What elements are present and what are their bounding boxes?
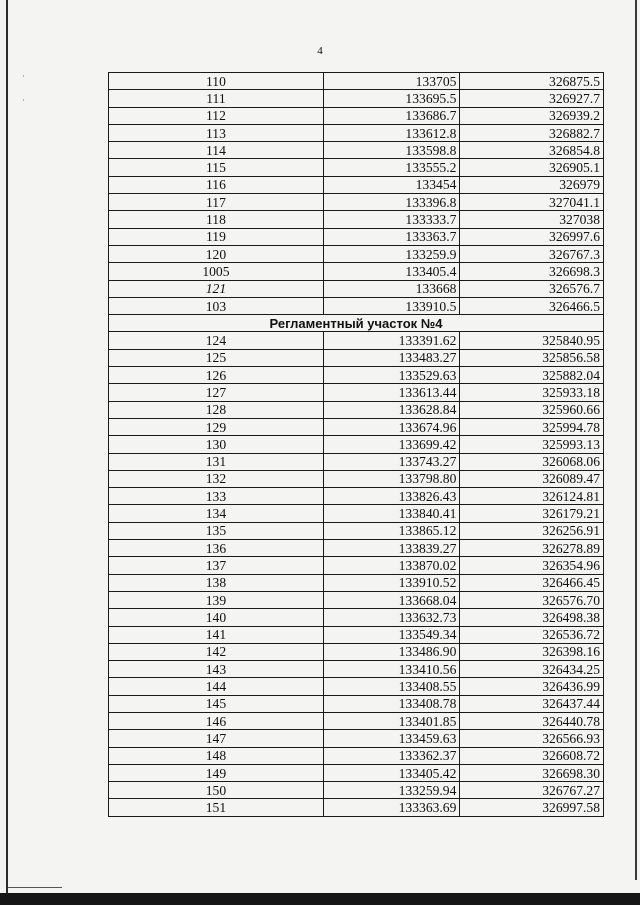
x-coordinate-cell: 133743.27 (323, 453, 460, 470)
x-coordinate-cell: 133396.8 (323, 194, 460, 211)
table-row (109, 228, 604, 245)
point-number-cell: 151 (109, 799, 324, 816)
x-coordinate-cell: 133686.7 (323, 107, 460, 124)
point-number-cell: 145 (109, 695, 324, 712)
point-number-cell: 116 (109, 176, 324, 193)
point-number-cell: 134 (109, 505, 324, 522)
x-coordinate-cell: 133555.2 (323, 159, 460, 176)
table-row (109, 263, 604, 280)
y-coordinate-cell: 326576.70 (460, 591, 604, 608)
table-row (109, 764, 604, 781)
table-row (109, 747, 604, 764)
y-coordinate-cell: 326875.5 (460, 73, 604, 90)
table-row (109, 418, 604, 435)
point-number-cell: 125 (109, 349, 324, 366)
x-coordinate-cell: 133259.9 (323, 245, 460, 262)
y-coordinate-cell: 326698.3 (460, 263, 604, 280)
section-header-body (109, 315, 604, 332)
point-number-cell: 103 (109, 297, 324, 314)
point-number-cell: 113 (109, 124, 324, 141)
point-number-cell: 124 (109, 332, 324, 349)
point-number-cell: 138 (109, 574, 324, 591)
y-coordinate-cell: 325840.95 (460, 332, 604, 349)
x-coordinate-cell: 133668 (323, 280, 460, 297)
table-row (109, 280, 604, 297)
point-number-cell: 130 (109, 436, 324, 453)
x-coordinate-cell: 133333.7 (323, 211, 460, 228)
point-number-cell: 132 (109, 470, 324, 487)
x-coordinate-cell: 133798.80 (323, 470, 460, 487)
table-row (109, 609, 604, 626)
rows-before-section (109, 73, 604, 315)
point-number-cell: 115 (109, 159, 324, 176)
coordinates-table (108, 72, 604, 817)
table-row (109, 73, 604, 90)
point-number-cell: 142 (109, 643, 324, 660)
x-coordinate-cell: 133362.37 (323, 747, 460, 764)
point-number-cell: 137 (109, 557, 324, 574)
margin-marks: · · (22, 71, 25, 105)
x-coordinate-cell: 133598.8 (323, 142, 460, 159)
table-row (109, 176, 604, 193)
x-coordinate-cell: 133259.94 (323, 782, 460, 799)
point-number-cell: 129 (109, 418, 324, 435)
y-coordinate-cell: 326566.93 (460, 730, 604, 747)
table-row (109, 557, 604, 574)
y-coordinate-cell: 325933.18 (460, 384, 604, 401)
x-coordinate-cell: 133695.5 (323, 90, 460, 107)
y-coordinate-cell: 326939.2 (460, 107, 604, 124)
x-coordinate-cell: 133408.78 (323, 695, 460, 712)
x-coordinate-cell: 133870.02 (323, 557, 460, 574)
x-coordinate-cell: 133529.63 (323, 367, 460, 384)
x-coordinate-cell: 133910.52 (323, 574, 460, 591)
point-number-cell: 1005 (109, 263, 324, 280)
y-coordinate-cell: 326767.3 (460, 245, 604, 262)
table-row (109, 488, 604, 505)
x-coordinate-cell: 133826.43 (323, 488, 460, 505)
scan-margin-line (8, 887, 62, 888)
x-coordinate-cell: 133910.5 (323, 297, 460, 314)
table-row (109, 626, 604, 643)
point-number-cell: 141 (109, 626, 324, 643)
table-row (109, 643, 604, 660)
point-number-cell: 119 (109, 228, 324, 245)
table-row (109, 90, 604, 107)
y-coordinate-cell: 325994.78 (460, 418, 604, 435)
table-row (109, 107, 604, 124)
table-row (109, 401, 604, 418)
rows-after-section (109, 332, 604, 816)
y-coordinate-cell: 326179.21 (460, 505, 604, 522)
x-coordinate-cell: 133401.85 (323, 712, 460, 729)
table-row (109, 332, 604, 349)
table-row (109, 453, 604, 470)
x-coordinate-cell: 133612.8 (323, 124, 460, 141)
y-coordinate-cell: 326437.44 (460, 695, 604, 712)
section-header-row (109, 315, 604, 332)
table-row (109, 522, 604, 539)
y-coordinate-cell: 326608.72 (460, 747, 604, 764)
x-coordinate-cell: 133668.04 (323, 591, 460, 608)
y-coordinate-cell: 326536.72 (460, 626, 604, 643)
table-row (109, 470, 604, 487)
point-number-cell: 128 (109, 401, 324, 418)
y-coordinate-cell: 326466.5 (460, 297, 604, 314)
y-coordinate-cell: 326354.96 (460, 557, 604, 574)
y-coordinate-cell: 326767.27 (460, 782, 604, 799)
x-coordinate-cell: 133405.42 (323, 764, 460, 781)
x-coordinate-cell: 133632.73 (323, 609, 460, 626)
y-coordinate-cell: 326089.47 (460, 470, 604, 487)
point-number-cell: 131 (109, 453, 324, 470)
table-row (109, 540, 604, 557)
x-coordinate-cell: 133410.56 (323, 661, 460, 678)
y-coordinate-cell: 326882.7 (460, 124, 604, 141)
x-coordinate-cell: 133865.12 (323, 522, 460, 539)
table-row (109, 591, 604, 608)
point-number-cell: 140 (109, 609, 324, 626)
table-row (109, 799, 604, 816)
y-coordinate-cell: 326278.89 (460, 540, 604, 557)
table-row (109, 159, 604, 176)
point-number-cell: 126 (109, 367, 324, 384)
y-coordinate-cell: 326698.30 (460, 764, 604, 781)
point-number-cell: 143 (109, 661, 324, 678)
y-coordinate-cell: 325993.13 (460, 436, 604, 453)
y-coordinate-cell: 326068.06 (460, 453, 604, 470)
table-row (109, 678, 604, 695)
table-row (109, 730, 604, 747)
y-coordinate-cell: 325882.04 (460, 367, 604, 384)
x-coordinate-cell: 133613.44 (323, 384, 460, 401)
table-row (109, 297, 604, 314)
y-coordinate-cell: 326398.16 (460, 643, 604, 660)
y-coordinate-cell: 326997.58 (460, 799, 604, 816)
y-coordinate-cell: 326124.81 (460, 488, 604, 505)
point-number-cell: 127 (109, 384, 324, 401)
x-coordinate-cell: 133549.34 (323, 626, 460, 643)
y-coordinate-cell: 326436.99 (460, 678, 604, 695)
y-coordinate-cell: 327038 (460, 211, 604, 228)
table-row (109, 349, 604, 366)
x-coordinate-cell: 133454 (323, 176, 460, 193)
section-heading: Регламентный участок №4 (109, 315, 604, 332)
x-coordinate-cell: 133391.62 (323, 332, 460, 349)
point-number-cell: 112 (109, 107, 324, 124)
x-coordinate-cell: 133363.69 (323, 799, 460, 816)
point-number-cell: 148 (109, 747, 324, 764)
table-row (109, 695, 604, 712)
table-row (109, 124, 604, 141)
point-number-cell: 150 (109, 782, 324, 799)
table-row (109, 505, 604, 522)
x-coordinate-cell: 133459.63 (323, 730, 460, 747)
page-number: 4 (317, 45, 323, 57)
y-coordinate-cell: 326434.25 (460, 661, 604, 678)
table-row (109, 367, 604, 384)
point-number-cell: 118 (109, 211, 324, 228)
table-row (109, 436, 604, 453)
table-row (109, 142, 604, 159)
point-number-cell: 146 (109, 712, 324, 729)
table-row (109, 712, 604, 729)
table-row (109, 245, 604, 262)
y-coordinate-cell: 326905.1 (460, 159, 604, 176)
x-coordinate-cell: 133840.41 (323, 505, 460, 522)
y-coordinate-cell: 326498.38 (460, 609, 604, 626)
y-coordinate-cell: 325856.58 (460, 349, 604, 366)
point-number-cell: 120 (109, 245, 324, 262)
x-coordinate-cell: 133486.90 (323, 643, 460, 660)
point-number-cell: 133 (109, 488, 324, 505)
y-coordinate-cell: 326927.7 (460, 90, 604, 107)
table-row (109, 211, 604, 228)
y-coordinate-cell: 326854.8 (460, 142, 604, 159)
point-number-cell: 117 (109, 194, 324, 211)
point-number-cell: 139 (109, 591, 324, 608)
scan-left-edge (6, 0, 8, 905)
point-number-cell: 111 (109, 90, 324, 107)
table-row (109, 574, 604, 591)
x-coordinate-cell: 133405.4 (323, 263, 460, 280)
point-number-cell: 121 (109, 280, 324, 297)
table-row (109, 661, 604, 678)
point-number-cell: 149 (109, 764, 324, 781)
table-row (109, 384, 604, 401)
y-coordinate-cell: 326466.45 (460, 574, 604, 591)
table-row (109, 782, 604, 799)
y-coordinate-cell: 326440.78 (460, 712, 604, 729)
x-coordinate-cell: 133408.55 (323, 678, 460, 695)
point-number-cell: 144 (109, 678, 324, 695)
y-coordinate-cell: 326256.91 (460, 522, 604, 539)
x-coordinate-cell: 133839.27 (323, 540, 460, 557)
y-coordinate-cell: 326576.7 (460, 280, 604, 297)
y-coordinate-cell: 326997.6 (460, 228, 604, 245)
x-coordinate-cell: 133705 (323, 73, 460, 90)
point-number-cell: 147 (109, 730, 324, 747)
y-coordinate-cell: 327041.1 (460, 194, 604, 211)
x-coordinate-cell: 133699.42 (323, 436, 460, 453)
scan-bottom-edge (0, 893, 640, 905)
point-number-cell: 135 (109, 522, 324, 539)
x-coordinate-cell: 133628.84 (323, 401, 460, 418)
table-row (109, 194, 604, 211)
x-coordinate-cell: 133483.27 (323, 349, 460, 366)
y-coordinate-cell: 325960.66 (460, 401, 604, 418)
scan-right-edge (635, 0, 637, 880)
x-coordinate-cell: 133674.96 (323, 418, 460, 435)
point-number-cell: 110 (109, 73, 324, 90)
point-number-cell: 136 (109, 540, 324, 557)
point-number-cell: 114 (109, 142, 324, 159)
y-coordinate-cell: 326979 (460, 176, 604, 193)
x-coordinate-cell: 133363.7 (323, 228, 460, 245)
